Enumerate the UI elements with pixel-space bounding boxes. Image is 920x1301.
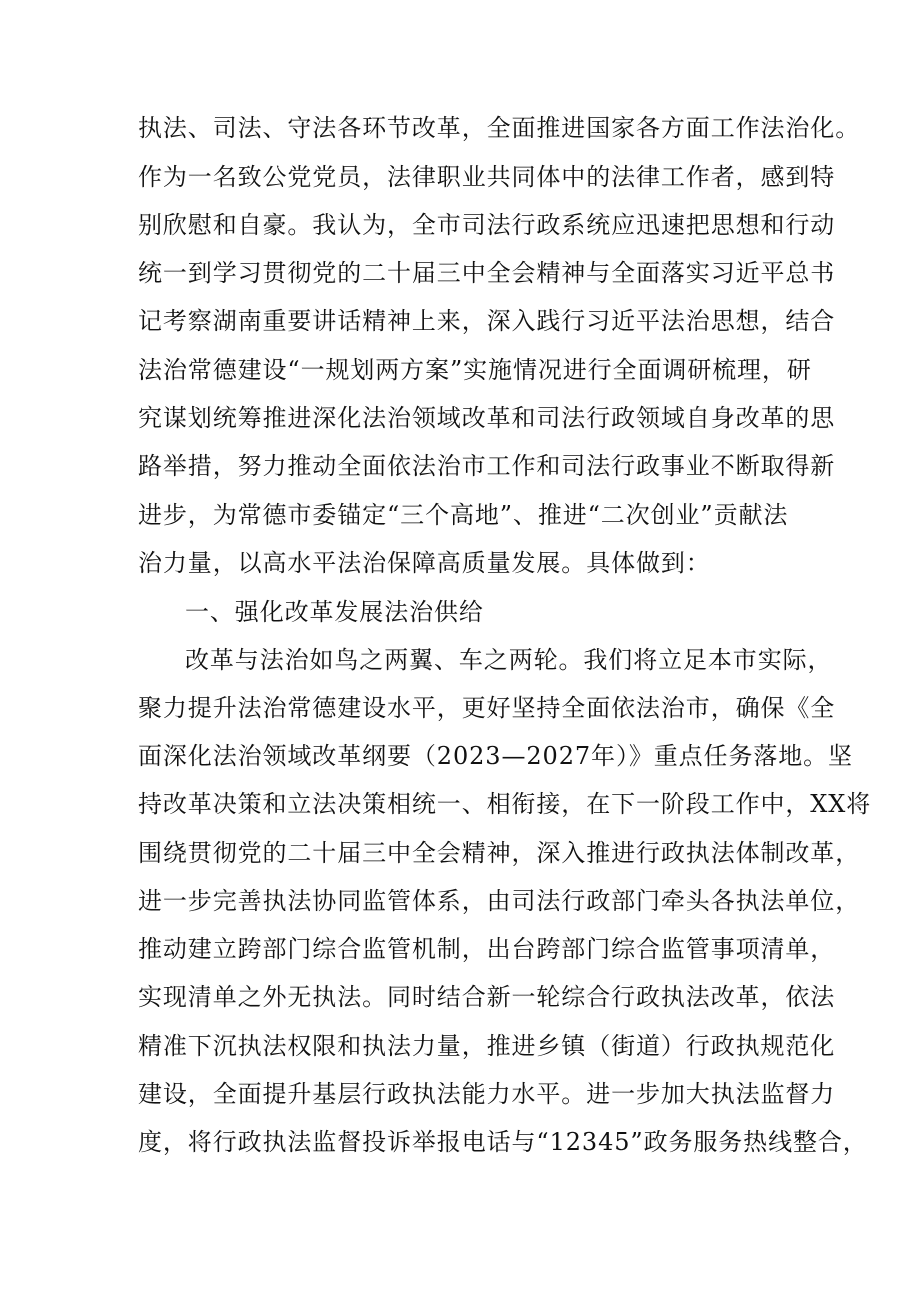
paragraph-line: 进一步完善执法协同监管体系，由司法行政部门牵头各执法单位， xyxy=(138,887,861,915)
paragraph-line: 进步，为常德市委锚定“三个高地”、推进“二次创业”贡献法 xyxy=(138,501,789,529)
paragraph-line: 精准下沉执法权限和执法力量，推进乡镇（街道）行政执规范化 xyxy=(138,1032,836,1060)
paragraph-line: 作为一名致公党党员，法律职业共同体中的法律工作者，感到特 xyxy=(138,163,836,191)
paragraph-line: 实现清单之外无执法。同时结合新一轮综合行政执法改革，依法 xyxy=(138,983,836,1011)
paragraph-line: 推动建立跨部门综合监管机制，出台跨部门综合监管事项清单， xyxy=(138,935,836,963)
paragraph-line: 建设，全面提升基层行政执法能力水平。进一步加大执法监督力 xyxy=(138,1080,836,1108)
paragraph-line: 度，将行政执法监督投诉举报电话与“12345”政务服务热线整合， xyxy=(138,1128,868,1156)
paragraph-line: 记考察湖南重要讲话精神上来，深入践行习近平法治思想，结合 xyxy=(138,307,836,335)
section-heading: 一、强化改革发展法治供给 xyxy=(185,598,484,626)
paragraph-line: 法治常德建设“一规划两方案”实施情况进行全面调研梳理，研 xyxy=(138,356,812,384)
paragraph-line: 治力量，以高水平法治保障高质量发展。具体做到： xyxy=(138,549,711,577)
paragraph-line: 持改革决策和立法决策相统一、相衔接，在下一阶段工作中，XX将 xyxy=(138,790,872,818)
paragraph-line: 究谋划统筹推进深化法治领域改革和司法行政领域自身改革的思 xyxy=(138,404,836,432)
paragraph-line: 改革与法治如鸟之两翼、车之两轮。我们将立足本市实际， xyxy=(185,646,833,674)
paragraph-line: 路举措，努力推动全面依法治市工作和司法行政事业不断取得新 xyxy=(138,452,836,480)
paragraph-line: 面深化法治领域改革纲要（2023—2027年）》重点任务落地。坚 xyxy=(138,742,853,770)
paragraph-line: 别欣慰和自豪。我认为，全市司法行政系统应迅速把思想和行动 xyxy=(138,211,836,239)
paragraph-line: 统一到学习贯彻党的二十届三中全会精神与全面落实习近平总书 xyxy=(138,259,836,287)
paragraph-line: 执法、司法、守法各环节改革，全面推进国家各方面工作法治化。 xyxy=(138,114,861,142)
paragraph-line: 围绕贯彻党的二十届三中全会精神，深入推进行政执法体制改革， xyxy=(138,839,861,867)
paragraph-line: 聚力提升法治常德建设水平，更好坚持全面依法治市，确保《全 xyxy=(138,694,836,722)
